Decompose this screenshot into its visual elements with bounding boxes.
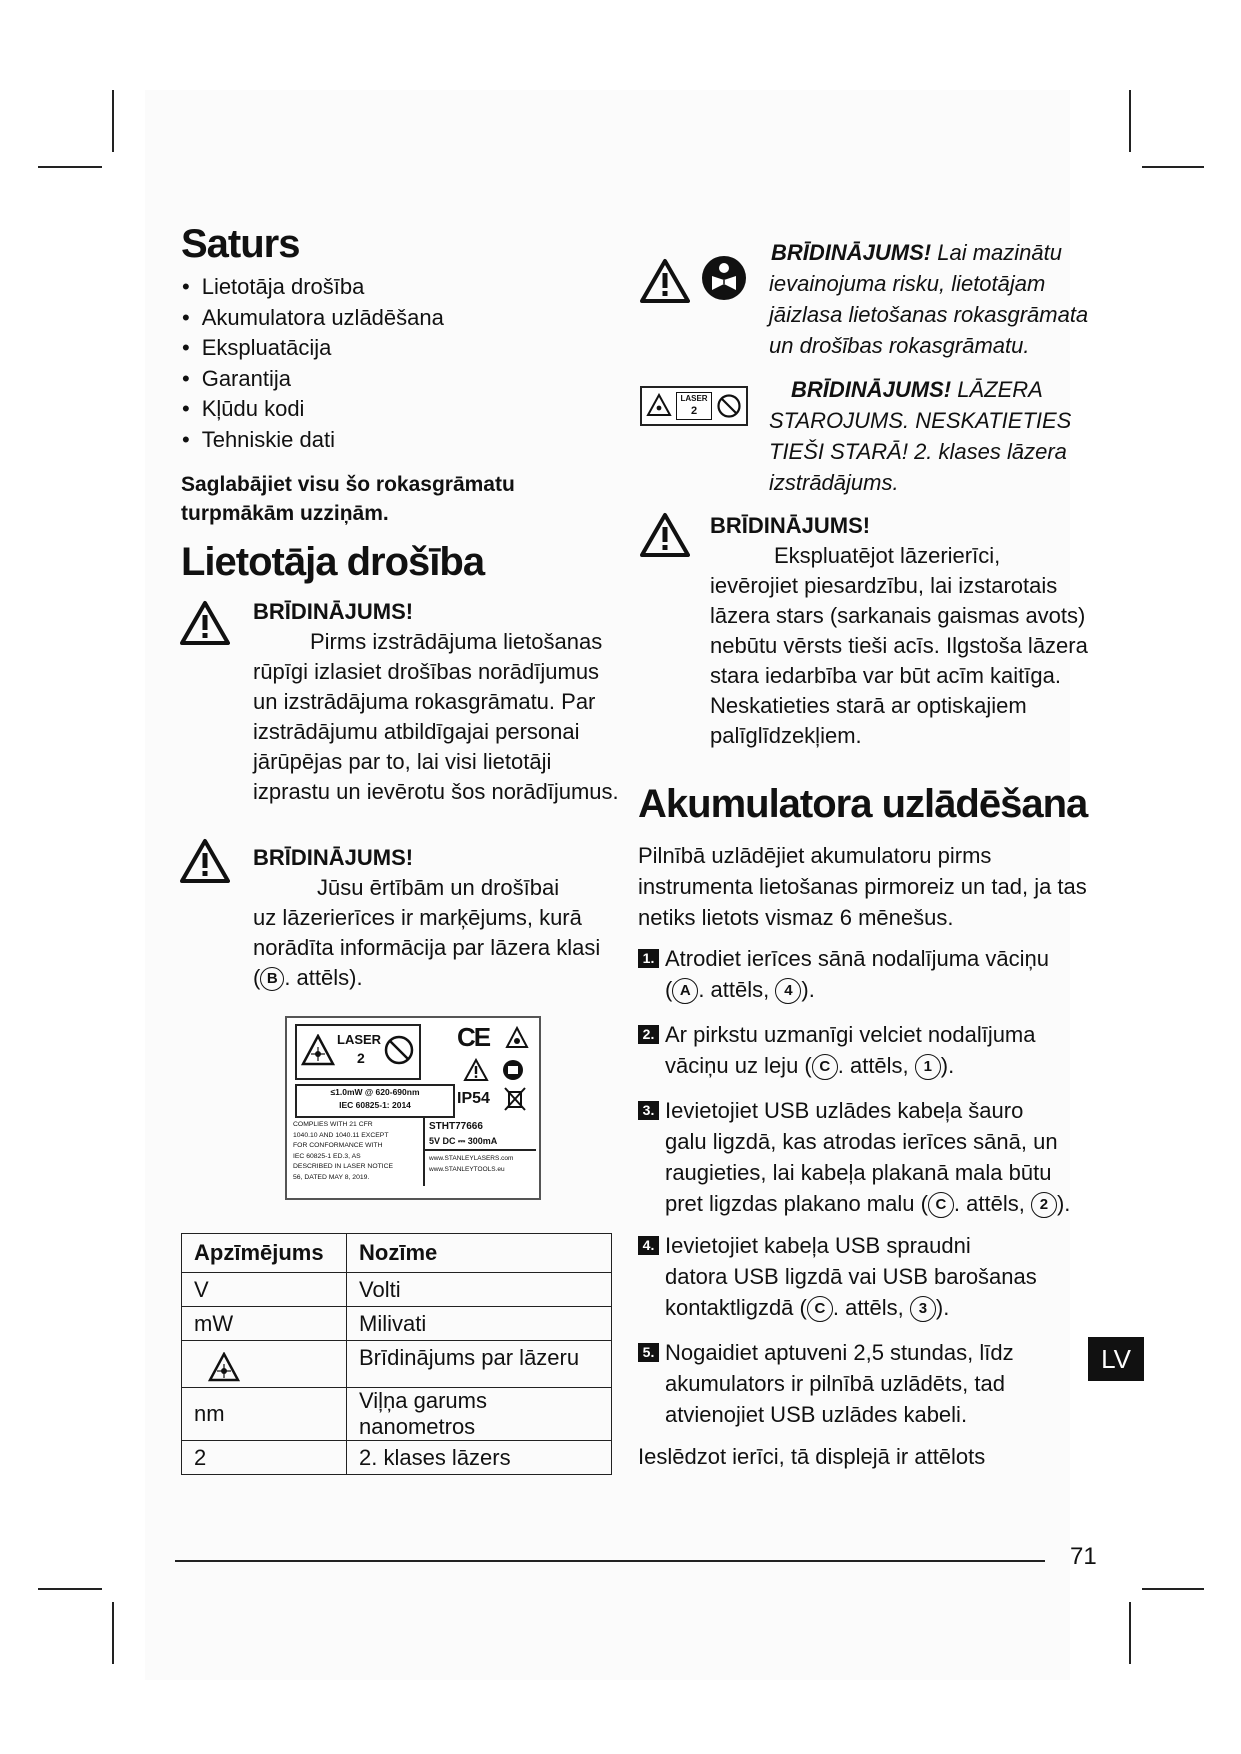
- warning-triangle-icon: [640, 258, 690, 304]
- charging-title: Akumulatora uzlādēšana: [638, 782, 1088, 826]
- charging-step: 5. Nogaidiet aptuveni 2,5 stundas, līdz akumulators ir pilnībā uzlādēts, tad atvienojiet USB uzlādes kabeli.: [638, 1337, 1014, 1430]
- warning-1-text: BRĪDINĀJUMS! Pirms izstrādājuma lietošanas rūpīgi izlasiet drošības norādījumus un izstrādājuma rokasgrāmatu. Par izstrādājumu atbildīgajai personai jārūpējas par to, lai visi lietotāji izprastu un ievērotu šos norādījumus.: [253, 599, 619, 804]
- warning-label: BRĪDINĀJUMS!: [771, 240, 932, 265]
- table-row: Brīdinājums par lāzeru: [182, 1341, 612, 1388]
- laser-label-illustration: [285, 1016, 541, 1200]
- list-item: • Ekspluatācija: [198, 333, 444, 364]
- right-warning-3: BRĪDINĀJUMS! Ekspluatējot lāzerierīci, ievērojiet piesardzību, lai izstarotais lāzera stars (sarkanais gaismas avots) nebūtu vērsts tieši acīs. Ilgstoša lāzera stara iedarbība var būt acīm kaitīga. Neskatieties starā ar optiskajiem palīglīdzekļiem.: [710, 513, 1088, 748]
- laser-warning-icon: [208, 1352, 240, 1382]
- read-manual-icon: [505, 1026, 529, 1050]
- charging-intro: Pilnībā uzlādējiet akumulatoru pirms instrumenta lietošanas pirmoreiz un tad, ja tas netiks lietots vismaz 6 mēnešus.: [638, 843, 1087, 930]
- laser-warning-icon: [646, 393, 672, 417]
- warning-triangle-icon: [640, 512, 690, 558]
- crop-mark: [1129, 90, 1131, 152]
- charging-closing: Ieslēdzot ierīci, tā displejā ir attēlots: [638, 1444, 986, 1469]
- crop-mark: [1142, 166, 1204, 168]
- compliance-text: COMPLIES WITH 21 CFR 1040.10 AND 1040.11 EXCEPT FOR CONFORMANCE WITH IEC 60825-1 ED.3, AS DESCRIBED IN LASER NOTICE 56, DATED MAY 8, 2019.: [293, 1121, 394, 1181]
- list-item: • Garantija: [198, 364, 444, 395]
- crop-mark: [1129, 1602, 1131, 1664]
- warning-triangle-icon: [180, 838, 230, 884]
- step-number: 1.: [638, 949, 659, 968]
- power-input: 5V DC ⎓ 300mA: [429, 1136, 498, 1146]
- crop-mark: [112, 1602, 114, 1664]
- table-row: 2 2. klases lāzers: [182, 1441, 612, 1475]
- charging-step: 2. Ar pirkstu uzmanīgi velciet nodalījuma vāciņu uz leju ( C . attēls, 1 ).: [638, 1019, 1036, 1081]
- page-number: 71: [1070, 1543, 1097, 1570]
- header-cell: Apzīmējums: [182, 1234, 347, 1273]
- contents-list: [198, 272, 444, 455]
- warning-label: BRĪDINĀJUMS!: [710, 513, 871, 538]
- list-item: • Lietotāja drošība: [198, 272, 444, 303]
- list-item: • Tehniskie dati: [198, 425, 444, 456]
- list-item: • Kļūdu kodi: [198, 394, 444, 425]
- laser-class-icon: LASER 2: [640, 386, 748, 426]
- table-header-row: [182, 1234, 612, 1273]
- step-number: 2.: [638, 1025, 659, 1044]
- footer-rule: [175, 1560, 1045, 1562]
- table-row: mW Milivati: [182, 1307, 612, 1341]
- crop-mark: [38, 1588, 102, 1590]
- figure-ref-badge: B: [260, 967, 284, 991]
- weee-bin-icon: [503, 1086, 527, 1112]
- laser-warning-icon: [301, 1034, 335, 1066]
- laser-class-box: LASER 2: [295, 1024, 421, 1080]
- step-number: 5.: [638, 1343, 659, 1362]
- save-note: Saglabājiet visu šo rokasgrāmatu turpmākām uzziņām.: [181, 473, 515, 525]
- callout-number-badge: 1: [915, 1054, 941, 1080]
- callout-number-badge: 2: [1031, 1192, 1057, 1218]
- manual-icon: [499, 1058, 527, 1082]
- contents-title: Saturs: [181, 222, 300, 266]
- charging-step: 3. Ievietojiet USB uzlādes kabeļa šauro galu ligzdā, kas atrodas ierīces sānā, un raugieties, lai kabeļa plakanā mala būtu pret ligzdas plakano malu ( C . attēls, 2 ).: [638, 1095, 1070, 1219]
- list-item: • Akumulatora uzlādēšana: [198, 303, 444, 334]
- no-direct-view-icon: [383, 1034, 415, 1066]
- ip-rating: IP54: [457, 1090, 490, 1107]
- symbol-table: [181, 1233, 612, 1475]
- ce-mark: CE: [457, 1022, 490, 1052]
- step-number: 3.: [638, 1101, 659, 1120]
- warning-label: BRĪDINĀJUMS!: [253, 599, 414, 624]
- language-tab: LV: [1088, 1337, 1144, 1381]
- warning-label: BRĪDINĀJUMS!: [791, 377, 952, 402]
- no-direct-view-icon: [716, 393, 742, 419]
- warning-label: BRĪDINĀJUMS!: [253, 845, 414, 870]
- urls: www.STANLEYLASERS.com www.STANLEYTOOLS.eu: [429, 1155, 514, 1173]
- figure-ref-badge: C: [812, 1054, 838, 1080]
- charging-step: 1. Atrodiet ierīces sānā nodalījuma vāciņu ( A . attēls, 4 ).: [638, 943, 1049, 1005]
- charging-step: 4. Ievietojiet kabeļa USB spraudni datora USB ligzdā vai USB barošanas kontaktligzdā ( C . attēls, 3 ).: [638, 1230, 1037, 1323]
- header-cell: Nozīme: [347, 1234, 612, 1273]
- crop-mark: [1142, 1588, 1204, 1590]
- right-warning-1: BRĪDINĀJUMS! Lai mazinātu ievainojuma risku, lietotājam jāizlasa lietošanas rokasgrāmata un drošības rokasgrāmatu.: [769, 240, 1089, 358]
- callout-number-badge: 3: [910, 1296, 936, 1322]
- figure-ref-badge: C: [928, 1192, 954, 1218]
- figure-ref-badge: C: [807, 1296, 833, 1322]
- model-number: STHT77666: [429, 1121, 483, 1132]
- figure-ref-badge: A: [672, 978, 698, 1004]
- callout-number-badge: 4: [775, 978, 801, 1004]
- step-number: 4.: [638, 1236, 659, 1255]
- table-row: V Volti: [182, 1273, 612, 1307]
- table-row: nm Viļņa garums nanometros: [182, 1388, 612, 1441]
- warning-triangle-icon: [463, 1058, 489, 1082]
- power-spec-box: ≤1.0mW @ 620-690nm IEC 60825-1: 2014: [295, 1084, 455, 1118]
- right-warning-2: BRĪDINĀJUMS! LĀZERA STAROJUMS. NESKATIETIES TIEŠI STARĀ! 2. klases lāzera izstrādājums.: [769, 377, 1072, 495]
- crop-mark: [112, 90, 114, 152]
- user-safety-title: Lietotāja drošība: [181, 540, 485, 584]
- warning-triangle-icon: [180, 600, 230, 646]
- crop-mark: [38, 166, 102, 168]
- read-manual-icon: [700, 254, 748, 302]
- warning-2-text: BRĪDINĀJUMS! Jūsu ērtībām un drošībai uz lāzerierīces ir marķējums, kurā norādīta informācija par lāzera klasi ( B . attēls).: [253, 845, 601, 990]
